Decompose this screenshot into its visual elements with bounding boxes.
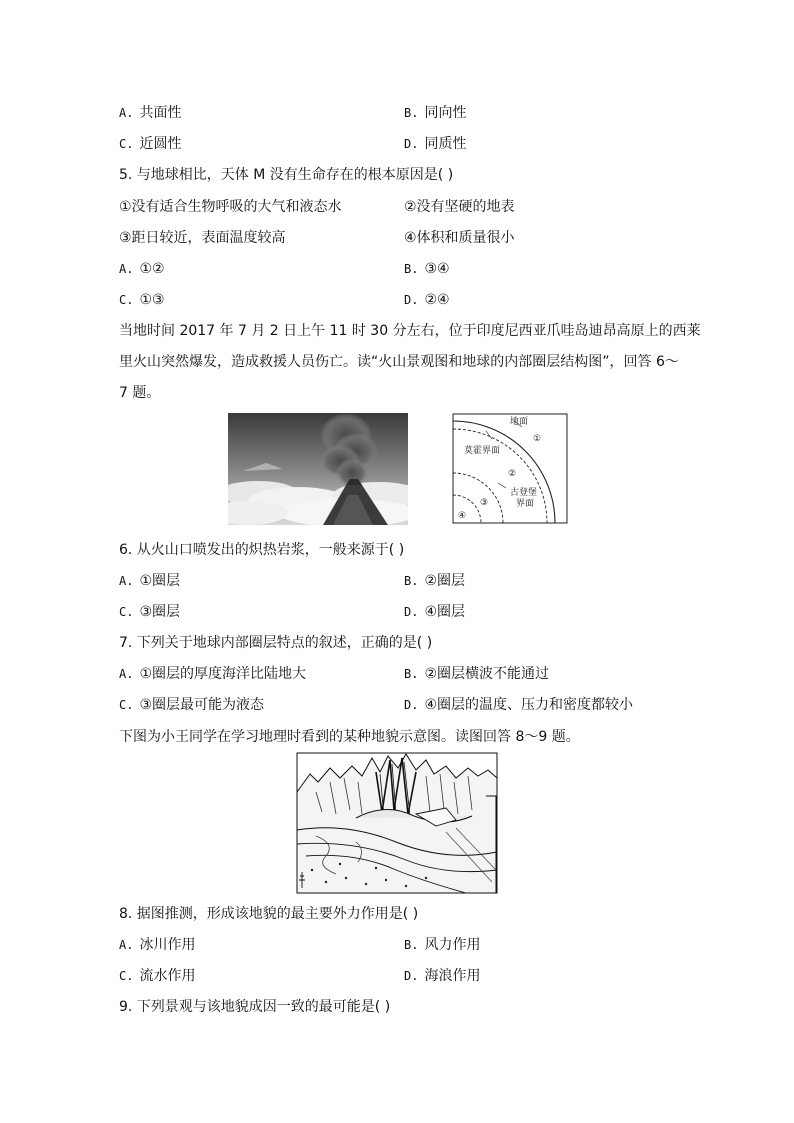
option-text: ②圈层横波不能通过 [424, 666, 550, 682]
label-layer-4: ④ [458, 511, 467, 521]
option-text: 近圆性 [139, 136, 182, 152]
q5-statement-1: ①没有适合生物呼吸的大气和液态水 [119, 199, 342, 215]
q5-option-c [119, 290, 165, 310]
intro-6-7-line-3: 7 题。 [119, 385, 161, 401]
q6-option-a [119, 571, 180, 591]
earth-layers-diagram [452, 413, 568, 525]
q7-option-c [119, 695, 264, 715]
option-letter: A. [119, 938, 134, 952]
q5-option-a [119, 259, 165, 279]
volcano-photo [228, 413, 408, 525]
q6-option-d [404, 602, 465, 622]
q5-option-b [404, 259, 450, 279]
q7-option-b [404, 664, 549, 684]
option-letter: A. [119, 106, 134, 120]
option-letter: C. [119, 293, 134, 307]
intro-6-7-line-2: 里火山突然爆发，造成救援人员伤亡。读“火山景观图和地球的内部圈层结构图”，回答 6～ [119, 354, 679, 370]
q8-stem: 8. 据图推测，形成该地貌的最主要外力作用是( ) [119, 906, 419, 922]
q6-stem: 6. 从火山口喷发出的炽热岩浆，一般来源于( ) [119, 542, 405, 558]
intro-6-7-line-1: 当地时间 2017 年 7 月 2 日上午 11 时 30 分左右，位于印度尼西亚爪哇岛迪昂高原上的西莱 [119, 323, 701, 339]
label-gutenberg-1: 古登堡 [510, 488, 538, 498]
option-letter: C. [119, 698, 134, 712]
option-text: 同质性 [424, 136, 467, 152]
option-letter: B. [404, 667, 419, 681]
option-letter: B. [404, 106, 419, 120]
q5-statement-4: ④体积和质量很小 [404, 230, 515, 246]
option-letter: C. [119, 137, 134, 151]
q5-statement-2: ②没有坚硬的地表 [404, 199, 515, 215]
label-layer-3: ③ [480, 498, 489, 508]
intro-8-9: 下图为小王同学在学习地理时看到的某种地貌示意图。读图回答 8～9 题。 [119, 729, 580, 745]
q9-stem: 9. 下列景观与该地貌成因一致的最可能是( ) [119, 999, 391, 1015]
q6-option-c [119, 602, 180, 622]
option-text: ④圈层的温度、压力和密度都较小 [424, 697, 634, 713]
volcano-photo-illustration [228, 413, 408, 525]
label-gutenberg-2: 界面 [516, 499, 535, 509]
option-text: ①② [139, 261, 165, 277]
q4-option-d [404, 134, 466, 154]
q4-option-c [119, 134, 181, 154]
label-layer-2: ② [508, 469, 517, 479]
q5-option-d [404, 290, 450, 310]
q8-option-a [119, 935, 195, 955]
option-text: ①③ [139, 292, 165, 308]
landform-sketch-svg [296, 752, 498, 894]
option-letter: C. [119, 605, 134, 619]
earth-layers-svg [452, 413, 568, 525]
option-text: ②圈层 [424, 573, 466, 589]
q7-option-d [404, 695, 633, 715]
option-text: ③圈层 [139, 604, 181, 620]
label-layer-1: ① [533, 434, 542, 444]
option-letter: D. [404, 969, 419, 983]
option-text: ①圈层 [139, 573, 181, 589]
option-text: ③圈层最可能为液态 [139, 697, 265, 713]
option-text: ③④ [424, 261, 450, 277]
q8-option-b [404, 935, 480, 955]
q8-option-d [404, 966, 480, 986]
q4-option-a [119, 103, 181, 123]
option-letter: D. [404, 137, 419, 151]
option-text: ①圈层的厚度海洋比陆地大 [139, 666, 307, 682]
q5-stem: 5. 与地球相比，天体 M 没有生命存在的根本原因是( ) [119, 167, 454, 183]
option-text: 冰川作用 [139, 937, 196, 953]
option-letter: D. [404, 293, 419, 307]
q4-option-b [404, 103, 466, 123]
option-text: 风力作用 [424, 937, 481, 953]
option-text: 流水作用 [139, 968, 196, 984]
q5-statement-3: ③距日较近，表面温度较高 [119, 230, 286, 246]
option-text: 共面性 [139, 105, 182, 121]
option-letter: A. [119, 667, 134, 681]
q7-option-a [119, 664, 306, 684]
option-text: ④圈层 [424, 604, 466, 620]
option-letter: B. [404, 938, 419, 952]
label-surface: 地面 [510, 417, 529, 427]
landform-sketch [296, 752, 498, 894]
option-text: 海浪作用 [424, 968, 481, 984]
option-letter: B. [404, 574, 419, 588]
option-letter: C. [119, 969, 134, 983]
q8-option-c [119, 966, 195, 986]
q7-stem: 7. 下列关于地球内部圈层特点的叙述，正确的是( ) [119, 635, 433, 651]
option-text: 同向性 [424, 105, 467, 121]
label-moho: 莫霍界面 [464, 446, 501, 456]
option-letter: D. [404, 605, 419, 619]
option-letter: B. [404, 262, 419, 276]
option-text: ②④ [424, 292, 450, 308]
option-letter: A. [119, 262, 134, 276]
q6-option-b [404, 571, 465, 591]
option-letter: A. [119, 574, 134, 588]
option-letter: D. [404, 698, 419, 712]
